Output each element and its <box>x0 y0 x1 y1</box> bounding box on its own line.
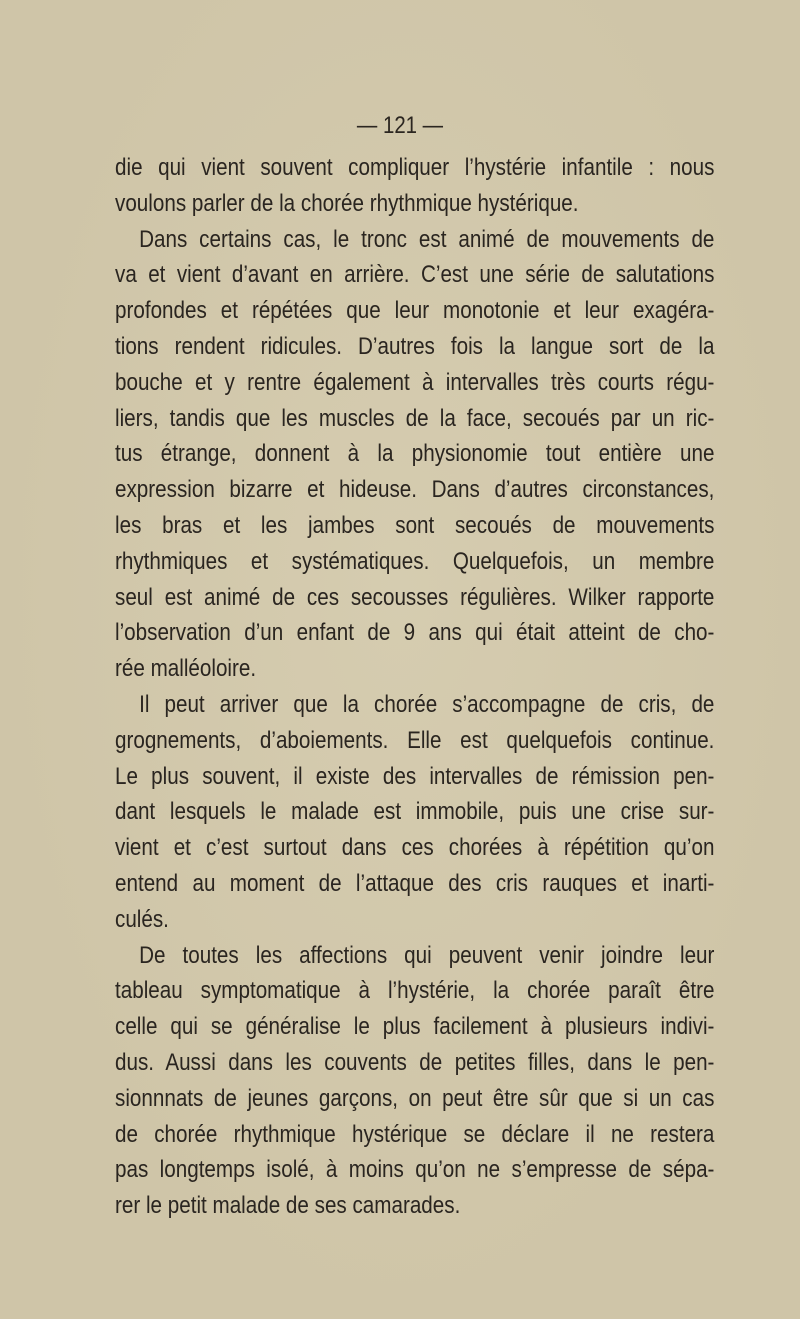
text-line: seul est animé de ces secousses régulières. Wilker rapporte <box>115 583 715 611</box>
text-line: rer le petit malade de ses camarades. <box>115 1192 461 1220</box>
text-line: expression bizarre et hideuse. Dans d’autres circonstances, <box>115 476 715 504</box>
text-line: l’observation d’un enfant de 9 ans qui était atteint de cho- <box>115 619 715 647</box>
text-line: profondes et répétées que leur monotonie et leur exagéra- <box>115 297 715 325</box>
text-line: rhythmiques et systématiques. Quelquefois, un membre <box>115 547 715 575</box>
text-line: pas longtemps isolé, à moins qu’on ne s’empresse de sépa- <box>115 1156 715 1184</box>
text-line: liers, tandis que les muscles de la face, secoués par un ric- <box>115 404 715 432</box>
text-line: rée malléoloire. <box>115 655 257 683</box>
text-line: culés. <box>115 905 169 933</box>
text-line: dus. Aussi dans les couvents de petites filles, dans le pen- <box>115 1048 715 1076</box>
page-number: — 121 — <box>356 112 444 139</box>
text-line: tus étrange, donnent à la physionomie tout entière une <box>115 440 715 468</box>
text-line: Dans certains cas, le tronc est animé de mouvements de <box>139 225 715 253</box>
text-line: entend au moment de l’attaque des cris rauques et inarti- <box>115 869 715 897</box>
text-line: dant lesquels le malade est immobile, puis une crise sur- <box>115 798 715 826</box>
text-line: die qui vient souvent compliquer l’hystérie infantile : nous <box>115 154 715 181</box>
text-line: grognements, d’aboiements. Elle est quelquefois continue. <box>115 726 715 754</box>
text-line: voulons parler de la chorée rhythmique hystérique. <box>115 189 579 217</box>
text-line: sionnnats de jeunes garçons, on peut être sûr que si un cas <box>115 1084 715 1112</box>
text-line: Le plus souvent, il existe des intervalles de rémission pen- <box>115 762 715 790</box>
text-line: de chorée rhythmique hystérique se déclare il ne restera <box>115 1120 715 1148</box>
text-line: celle qui se généralise le plus facilement à plusieurs indivi- <box>115 1013 715 1041</box>
text-line: De toutes les affections qui peuvent venir joindre leur <box>139 941 715 969</box>
text-line: va et vient d’avant en arrière. C’est une série de salutations <box>115 261 715 289</box>
text-line: bouche et y rentre également à intervalles très courts régu- <box>115 368 715 396</box>
text-line: tableau symptomatique à l’hystérie, la chorée paraît être <box>115 977 715 1005</box>
text-line: les bras et les jambes sont secoués de mouvements <box>115 511 715 539</box>
text-line: Il peut arriver que la chorée s’accompagne de cris, de <box>139 690 715 718</box>
body-text <box>115 150 715 1224</box>
text-line: tions rendent ridicules. D’autres fois la langue sort de la <box>115 332 715 360</box>
text-line: vient et c’est surtout dans ces chorées à répétition qu’on <box>115 834 715 862</box>
